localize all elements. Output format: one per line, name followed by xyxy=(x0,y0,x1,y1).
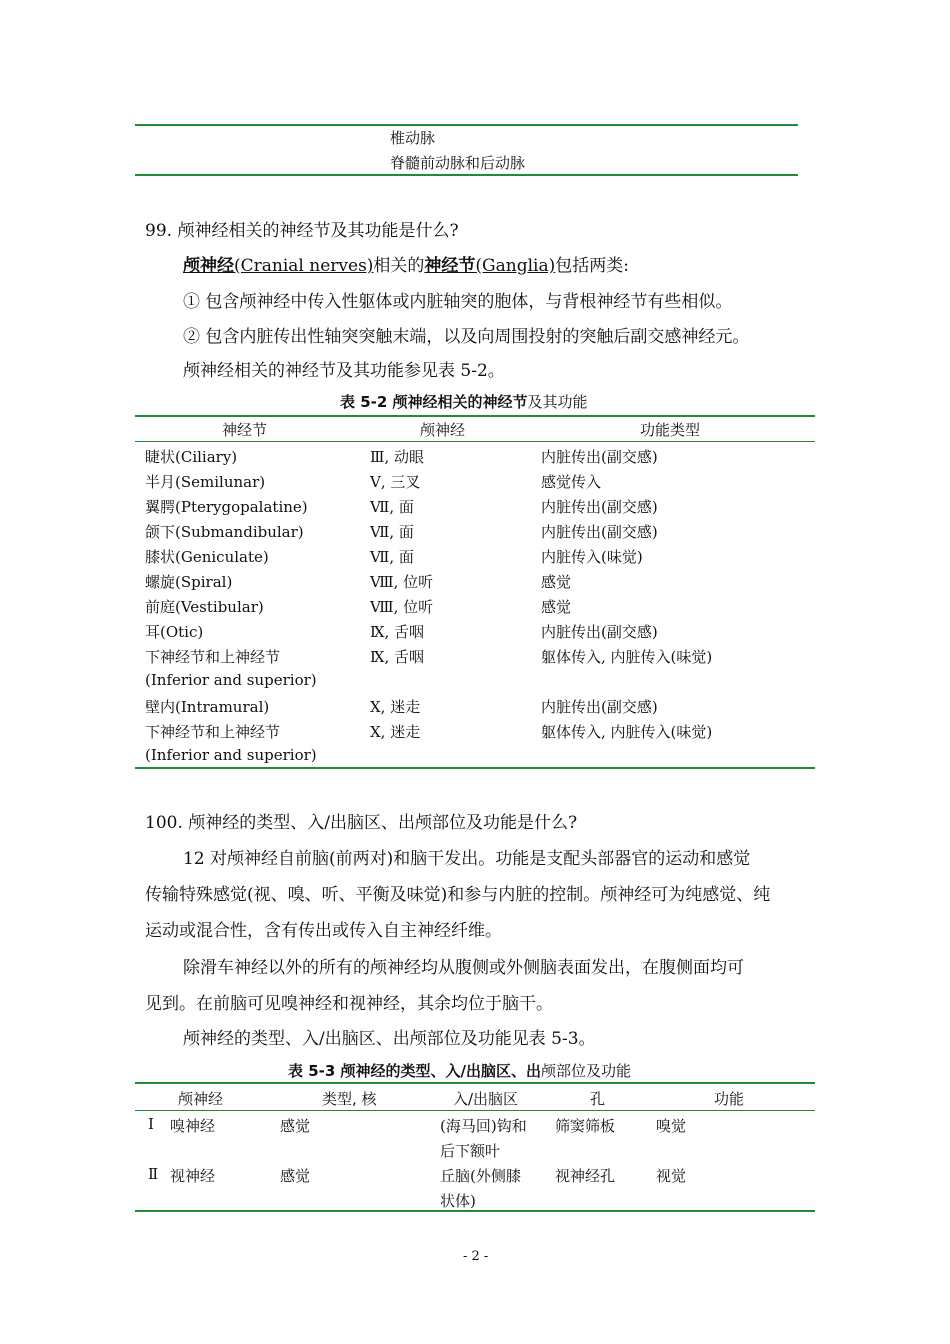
top-table-row: 脊髓前动脉和后动脉 xyxy=(390,154,526,172)
question-99-title: 99. 颅神经相关的神经节及其功能是什么? xyxy=(145,221,459,241)
question-100-title: 100. 颅神经的类型、入/出脑区、出颅部位及功能是什么? xyxy=(145,813,578,833)
table-5-2-header-nerve: 颅神经 xyxy=(420,421,466,439)
term-cranial-nerves: 颅神经 xyxy=(183,256,234,276)
q100-para2-line2: 见到。在前脑可见嗅神经和视神经，其余均位于脑干。 xyxy=(145,994,553,1014)
table-5-2-rule-top xyxy=(135,415,815,417)
table-5-2-caption: 表 5-2 颅神经相关的神经节及其功能 xyxy=(340,393,588,411)
top-table-rule-bottom xyxy=(135,174,798,176)
top-table-row: 椎动脉 xyxy=(390,129,436,147)
table-5-3-header-foramen: 孔 xyxy=(590,1090,606,1108)
table-5-3-rule-header xyxy=(135,1110,815,1111)
table-5-3-header-nerve: 颅神经 xyxy=(178,1090,224,1108)
page-number: - 2 - xyxy=(463,1249,489,1264)
table-5-3-rule-bottom xyxy=(135,1210,815,1212)
q100-para1-line3: 运动或混合性，含有传出或传入自主神经纤维。 xyxy=(145,921,502,941)
q99-item-1: ① 包含颅神经中传入性躯体或内脏轴突的胞体，与背根神经节有些相似。 xyxy=(183,292,733,312)
table-5-2-header-ganglion: 神经节 xyxy=(222,421,268,439)
table-5-2-rule-header xyxy=(135,441,815,442)
q99-reference: 颅神经相关的神经节及其功能参见表 5-2。 xyxy=(183,361,505,381)
table-5-2-header-function: 功能类型 xyxy=(640,421,701,439)
table-5-3-header-function: 功能 xyxy=(714,1090,745,1108)
table-5-3-rule-top xyxy=(135,1082,815,1084)
table-5-3-header-region: 入/出脑区 xyxy=(453,1090,519,1108)
top-table-rule-top xyxy=(135,124,798,126)
q100-para2-line1: 除滑车神经以外的所有的颅神经均从腹侧或外侧脑表面发出，在腹侧面均可 xyxy=(183,958,744,978)
table-5-3-header-type: 类型, 核 xyxy=(322,1090,377,1108)
term-cranial-nerves-en: (Cranial nerves) xyxy=(234,256,374,276)
q100-para1-line2: 传输特殊感觉(视、嗅、听、平衡及味觉)和参与内脏的控制。颅神经可为纯感觉、纯 xyxy=(145,885,771,905)
q99-item-2: ② 包含内脏传出性轴突突触末端，以及向周围投射的突触后副交感神经元。 xyxy=(183,327,750,347)
term-ganglia: 神经节 xyxy=(424,256,476,276)
term-ganglia-en: (Ganglia) xyxy=(475,256,556,276)
table-5-3-caption: 表 5-3 颅神经的类型、入/出脑区、出颅部位及功能 xyxy=(288,1062,632,1080)
table-5-2-rule-bottom xyxy=(135,767,815,769)
q100-reference: 颅神经的类型、入/出脑区、出颅部位及功能见表 5-3。 xyxy=(183,1029,596,1049)
q100-para1-line1: 12 对颅神经自前脑(前两对)和脑干发出。功能是支配头部器官的运动和感觉 xyxy=(183,849,751,869)
q99-intro: 颅神经(Cranial nerves)相关的神经节(Ganglia)包括两类: xyxy=(183,256,629,276)
